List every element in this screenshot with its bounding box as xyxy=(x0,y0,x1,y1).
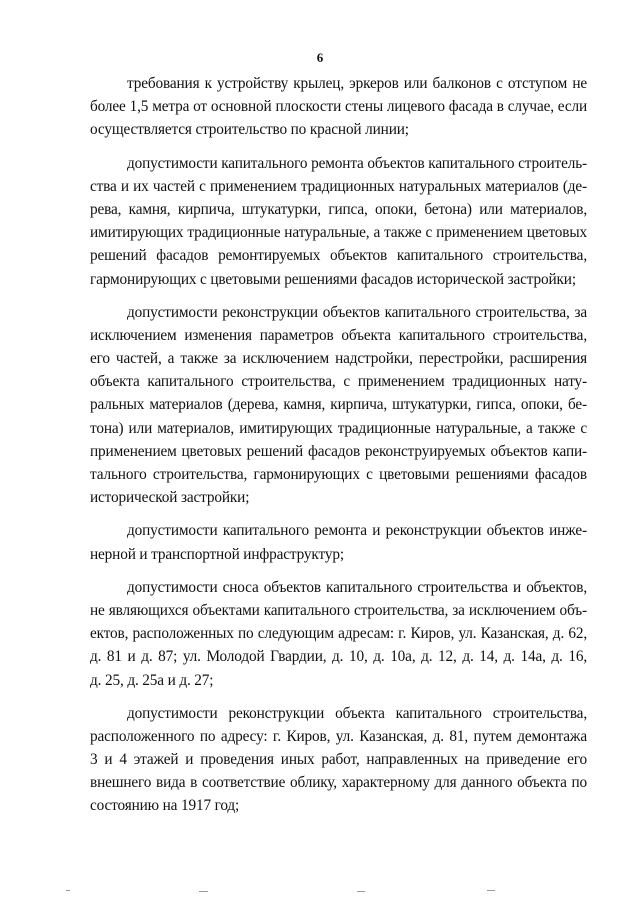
text-line: имитирующих традиционные натуральные, а также с применением цветовых xyxy=(90,224,587,242)
text-line: д. 81 и д. 87; ул. Молодой Гвардии, д. 10, д. 10а, д. 12, д. 14, д. 14а, д. 16, xyxy=(90,648,587,666)
paragraph-reconstruction xyxy=(90,301,587,510)
scan-speck xyxy=(199,891,208,892)
text-line: тального строительства, гармонирующих с цветовыми решениями фасадов xyxy=(90,466,587,483)
text-line: допустимости реконструкции объекта капитального строительства, xyxy=(127,704,587,722)
paragraph-porch-requirements xyxy=(90,72,587,142)
text-line: решений фасадов ремонтируемых объектов капитального строительства, xyxy=(90,247,587,265)
text-line: рева, камня, кирпича, штукатурки, гипса, опоки, бетона) или материалов, xyxy=(90,200,587,218)
text-line: 3 и 4 этажей и проведения иных работ, направленных на приведение его xyxy=(90,751,587,769)
paragraph-demolition xyxy=(90,576,587,692)
text-line: д. 25, д. 25а и д. 27; xyxy=(90,671,214,689)
text-line: ектов, расположенных по следующим адресам: г. Киров, ул. Казанская, д. 62, xyxy=(90,625,587,643)
text-line: ства и их частей с применением традиционных натуральных материалов (де- xyxy=(90,177,587,195)
paragraph-capital-repair xyxy=(90,152,587,291)
text-line: его частей, а также за исключением надстройки, перестройки, расширения xyxy=(90,350,587,368)
text-line: допустимости реконструкции объектов капитального строительства, за xyxy=(127,303,587,321)
text-line: тона) или материалов, имитирующих традиционные натуральные, а также с xyxy=(90,419,587,437)
text-line: применением цветовых решений фасадов реконструируемых объектов капи- xyxy=(90,442,587,460)
text-line: расположенного по адресу: г. Киров, ул. Казанская, д. 81, путем демонтажа xyxy=(90,727,587,745)
page-number: 6 xyxy=(316,50,324,65)
paragraph-kazanskaya-81 xyxy=(90,702,587,818)
text-line: внешнего вида в соответствие облику, характерному для данного объекта по xyxy=(90,774,587,792)
text-line: объекта капитального строительства, с применением традиционных нату- xyxy=(90,373,587,391)
text-line: ральных материалов (дерева, камня, кирпича, штукатурки, гипса, опоки, бе- xyxy=(90,396,587,414)
text-line: гармонирующих с цветовыми решениями фасадов исторической застройки; xyxy=(90,270,576,288)
text-line: допустимости сноса объектов капитального строительства и объектов, xyxy=(127,578,587,596)
text-line: осуществляется строительство по красной линии; xyxy=(90,121,409,139)
text-line: состоянию на 1917 год; xyxy=(90,797,240,815)
text-line: допустимости капитального ремонта и реконструкции объектов инже- xyxy=(127,522,587,540)
scan-speck xyxy=(66,890,70,891)
scan-speck xyxy=(487,890,495,891)
paragraph-infrastructure xyxy=(90,519,587,565)
text-line: допустимости капитального ремонта объектов капитального строитель- xyxy=(127,154,587,172)
text-line: более 1,5 метра от основной плоскости стены лицевого фасада в случае, если xyxy=(90,98,587,116)
text-line: нерной и транспортной инфраструктур; xyxy=(90,545,344,563)
scan-speck xyxy=(357,891,365,892)
text-line: исключением изменения параметров объекта капитального строительства, xyxy=(90,326,587,344)
text-line: исторической застройки; xyxy=(90,489,250,507)
text-line: требования к устройству крылец, эркеров или балконов с отступом не xyxy=(127,75,587,92)
document-body xyxy=(90,72,587,828)
text-line: не являющихся объектами капитального строительства, за исключением объ- xyxy=(90,601,587,619)
